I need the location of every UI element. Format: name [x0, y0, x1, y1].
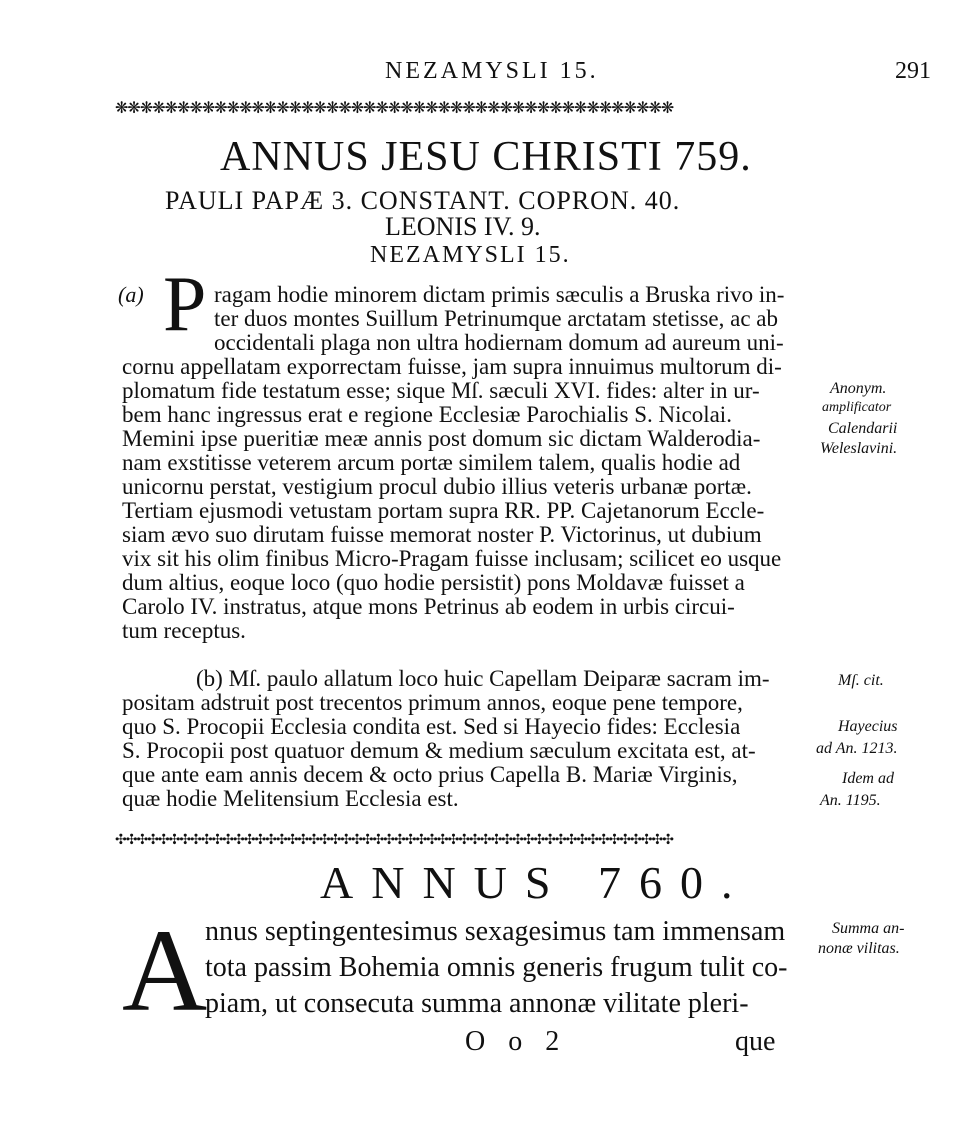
running-title: NEZAMYSLI 15.	[385, 58, 599, 84]
note-a-line: ter duos montes Suillum Petrinumque arctatam stetisse, ac ab	[214, 306, 779, 331]
note-a-line: cornu appellatam exporrectam fuisse, jam supra innuimus multorum di-	[122, 354, 782, 379]
note-a-line: occidentali plaga non ultra hodiernam domum ad aureum uni-	[214, 330, 784, 355]
annus-760-line: tota passim Bohemia omnis generis frugum tulit co-	[205, 952, 788, 983]
note-a-line: tum receptus.	[122, 618, 246, 643]
note-b-line: quo S. Procopii Ecclesia condita est. Sed si Hayecio fides: Ecclesia	[122, 714, 741, 739]
margin-note-hayecius: Hayecius	[838, 718, 898, 735]
margin-note-ms-cit: Mſ. cit.	[838, 672, 884, 689]
note-a-line: ragam hodie minorem dictam primis sæculis a Bruska rivo in-	[214, 282, 785, 307]
note-b-line: positam adstruit post trecentos primum annos, eoque pene tempore,	[122, 690, 743, 715]
ornament-band-middle: ✣✣✣✣✣✣✣✣✣✣✣✣✣✣✣✣✣✣✣✣✣✣✣✣✣✣✣✣✣✣✣✣✣✣✣✣✣✣✣✣✣✣✣✣✣✣✣✣✣✣✣✣	[115, 832, 673, 848]
margin-note-idem: Idem ad	[842, 770, 894, 787]
note-a-line: siam ævo suo dirutam fuisse memorat noster P. Victorinus, ut dubium	[122, 522, 762, 547]
note-a-line: dum altius, eoque loco (quo hodie persistit) pons Moldavæ fuisset a	[122, 570, 745, 595]
ornament-band-top: ❋❋❋❋❋❋❋❋❋❋❋❋❋❋❋❋❋❋❋❋❋❋❋❋❋❋❋❋❋❋❋❋❋❋❋❋❋❋❋❋❋❋❋❋❋	[115, 98, 674, 117]
reign-line-1: PAULI PAPÆ 3. CONSTANT. COPRON. 40.	[165, 186, 681, 215]
note-a-line: bem hanc ingressus erat e regione Ecclesiæ Parochialis S. Nicolai.	[122, 402, 732, 427]
page-number: 291	[895, 58, 931, 84]
signature-mark: O o 2	[465, 1026, 568, 1057]
margin-note-summa: Summa an-	[832, 920, 905, 937]
catchword: que	[735, 1026, 776, 1057]
dropcap-p: P	[163, 260, 207, 347]
dropcap-a: A	[122, 905, 208, 1036]
margin-note-anonym: Anonym.	[830, 380, 887, 397]
note-b-line: S. Procopii post quatuor demum & medium sæculum excitata est, at-	[122, 738, 756, 763]
margin-note-anonym: Weleslavini.	[820, 440, 898, 457]
margin-note-anonym: amplificator	[822, 400, 892, 415]
note-a-mark: (a)	[118, 282, 144, 307]
note-b-line: que ante eam annis decem & octo prius Capella B. Mariæ Virginis,	[122, 762, 738, 787]
note-b-line: quæ hodie Melitensium Ecclesia est.	[122, 786, 459, 811]
margin-note-hayecius: ad An. 1213.	[816, 740, 898, 757]
note-a-line: nam exstitisse veterem arcum portæ similem talem, qualis hodie ad	[122, 450, 741, 475]
note-a-line: vix sit his olim finibus Micro-Pragam fuisse inclusam; scilicet eo usque	[122, 546, 782, 571]
note-b-line: (b) Mſ. paulo allatum loco huic Capellam Deiparæ sacram im-	[196, 666, 770, 691]
margin-note-idem: An. 1195.	[820, 792, 881, 809]
note-a-line: Memini ipse pueritiæ meæ annis post domum sic dictam Walderodia-	[122, 426, 761, 451]
annus-760-heading: ANNUS 760.	[320, 857, 751, 908]
annus-760-line: piam, ut consecuta summa annonæ vilitate pleri-	[205, 988, 749, 1019]
note-a-line: Tertiam ejusmodi vetustam portam supra RR. PP. Cajetanorum Eccle-	[122, 498, 765, 523]
note-a-line: Carolo IV. instratus, atque mons Petrinus ab eodem in urbis circui-	[122, 594, 735, 619]
margin-note-summa: nonæ vilitas.	[818, 940, 900, 957]
reign-line-2: LEONIS IV. 9.	[385, 212, 541, 241]
margin-note-anonym: Calendarii	[828, 420, 898, 437]
year-title: ANNUS JESU CHRISTI 759.	[220, 134, 752, 180]
note-a-line: plomatum fide testatum esse; sique Mſ. sæculi XVI. fides: alter in ur-	[122, 378, 760, 403]
reign-line-3: NEZAMYSLI 15.	[370, 242, 571, 268]
note-a-line: unicornu perstat, vestigium procul dubio illius veteris urbanæ portæ.	[122, 474, 752, 499]
annus-760-line: nnus septingentesimus sexagesimus tam immensam	[205, 916, 786, 947]
